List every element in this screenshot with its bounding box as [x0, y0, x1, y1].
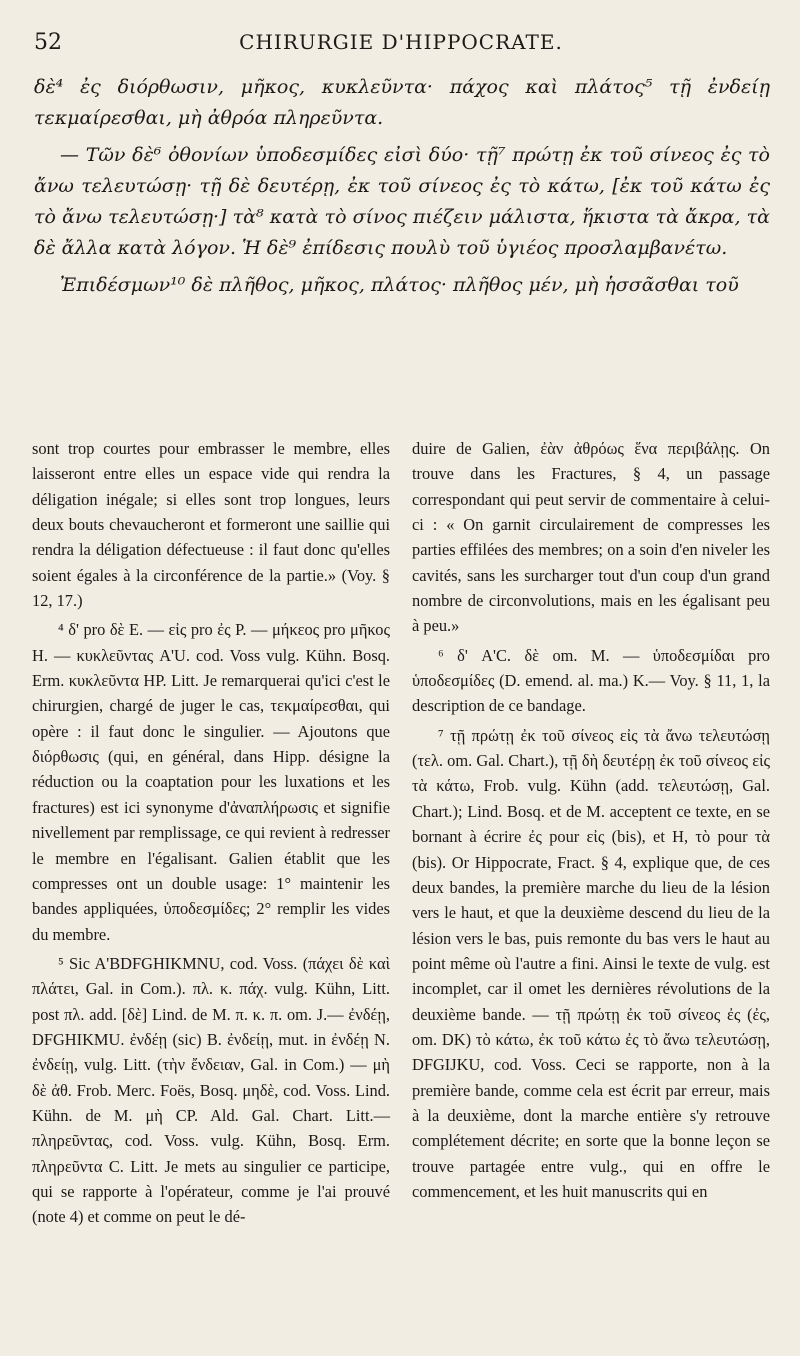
footnote-6: ⁶ δ' A'C. δὲ om. M. — ὑποδεσμίδαι pro ὑποδεσμίδες (D. emend. al. ma.) K.— Voy. § 11, 1, la description de ce bandage.: [412, 645, 770, 716]
greek-paragraph: δὲ⁴ ἐς διόρθωσιν, μῆκος, κυκλεῦντα· πάχος καὶ πλάτος⁵ τῇ ἐνδείῃ τεκμαίρεσθαι, μὴ ἀθρόα πληρεῦντα.: [34, 76, 770, 129]
footnote-5: ⁵ Sic A'BDFGHIKMNU, cod. Voss. (πάχει δὲ καὶ πλάτει, Gal. in Com.). πλ. κ. πάχ. vulg. Kühn, Litt. post πλ. add. [δὲ] Lind. de M. π. κ. π. om. J.— ἐνδέῃ, DFGHIKMU. ἐνδέῃ (sic) B. ἐνδείῃ, mut. in ἐνδέῃ N. ἐνδείῃ, vulg. Litt. (τὴν ἔνδειαν, Gal. in Com.) — μὴ δὲ ἀθ. Frob. Merc. Foës, Bosq. μηδὲ, cod. Voss. Lind. Kühn. de M. μὴ CP. Ald. Gal. Chart. Litt.—πληρεῦντας, cod. Voss. vulg. Kühn, Bosq. Erm. πληρεῦντα C. Litt. Je mets au singulier ce participe, qui se rapporte à l'opérateur, comme je l'ai prouvé (note 4) et comme on peut le dé-: [32, 953, 390, 1227]
greek-paragraph: — Τῶν δὲ⁶ ὀθονίων ὑποδεσμίδες εἰσὶ δύο· τῇ⁷ πρώτῃ ἐκ τοῦ σίνεος ἐς τὸ ἄνω τελευτώσῃ· τῇ δὲ δευτέρῃ, ἐκ τοῦ σίνεος ἐς τὸ κάτω, [ἐκ τοῦ κάτω ἐς τὸ ἄνω τελευτώσῃ·] τὰ⁸ κατὰ τὸ σίνος πιέζειν μάλιστα, ἥκιστα τὰ ἄκρα, τὰ δὲ ἄλλα κατὰ λόγον. Ἡ δὲ⁹ ἐπίδεσις πουλὺ τοῦ ὑγιέος προσλαμβανέτω.: [34, 144, 770, 259]
greek-paragraph: Ἐπιδέσμων¹⁰ δὲ πλῆθος, μῆκος, πλάτος· πλῆθος μέν, μὴ ἡσσᾶσθαι τοῦ: [60, 274, 739, 296]
footnotes-right-column: [412, 436, 770, 1230]
running-title: CHIRURGIE D'HIPPOCRATE.: [239, 30, 563, 54]
footnote-7: ⁷ τῇ πρώτῃ ἐκ τοῦ σίνεος εἰς τὰ ἄνω τελευτώσῃ (τελ. om. Gal. Chart.), τῇ δὴ δευτέρῃ ἐκ τοῦ σίνεος εἰς τὰ κάτω, Frob. vulg. Kühn (add. τελευτώσῃ, Gal. Chart.); Lind. Bosq. et de M. acceptent ce texte, en se bornant à écrire ἐς pour εἰς (bis), et H, τὸ pour τὰ (bis). Or Hippocrate, Fract. § 4, explique que, de ces deux bandes, la première marche du lieu de la lésion vers le haut, et que la deuxième descend du lieu de la lésion vers le bas, puis remonte du bas vers le haut au point même où l'autre a fini. Ainsi le texte de vulg. est incomplet, car il omet les dernières révolutions de la deuxième bande. — τῇ πρώτῃ ἐκ τοῦ σίνεος ἐς (ἐς, om. DK) τὸ κάτω, ἐκ τοῦ κάτω ἐς τὸ ἄνω τελευτώσῃ, DFGIJKU, cod. Voss. Ceci se rapporte, non à la première bande, comme cela est écrit par erreur, mais à la deuxième, dont la marche entière s'y retrouve complétement décrite; en sorte que la bonne leçon se trouve partagée entre vulg., qui en offre le commencement, et les huit manuscrits qui en: [412, 725, 770, 1201]
footnote-paragraph: duire de Galien, ἐὰν ἀθρόως ἕνα περιβάλῃς. On trouve dans les Fractures, § 4, un passage correspondant qui peut servir de commentaire à celui-ci : « On garnit circulairement de compresses les parties effilées des membres; on a soin d'en niveler les cavités, sans les surcharger tout d'un coup d'un grand nombre de circonvolutions, mais en les égalisant peu à peu.»: [412, 439, 770, 636]
footnote-paragraph: sont trop courtes pour embrasser le membre, elles laisseront entre elles un espace vide qui rendra la déligation inégale; si elles sont trop longues, leurs deux bouts chevaucheront et formeront une saillie qui rendra la déligation défectueuse : il faut donc qu'elles soient égales à la circonférence de la partie.» (Voy. § 12, 17.): [32, 439, 390, 611]
page-number: 52: [34, 30, 62, 55]
footnote-4: ⁴ δ' pro δὲ E. — εἰς pro ἐς P. — μήκεος pro μῆκος H. — κυκλεῦντας A'U. cod. Voss vulg. Kühn. Bosq. Erm. κυκλεῦντα HP. Litt. Je remarquerai qu'ici c'est le chirurgien, chargé de juger le cas, τεκμαίρεσθαι, qui opère : il faut donc le singulier. — Ajoutons que διόρθωσις (qui, en général, dans Hipp. désigne la réduction ou la coaptation pour les luxations et les fractures) est ici synonyme d'ἀναπλήρωσις et signifie nivellement par remplissage, ce qui revient à redresser le membre en l'égalisant. Galien établit que les compresses ont un double usage: 1° maintenir les bandes appliquées, ὑποδεσμίδες; 2° remplir les vides du membre.: [32, 620, 390, 944]
footnotes: [32, 436, 770, 1230]
footnotes-left-column: [32, 436, 390, 1230]
page-header: [34, 30, 768, 62]
greek-text-block: [34, 72, 770, 307]
